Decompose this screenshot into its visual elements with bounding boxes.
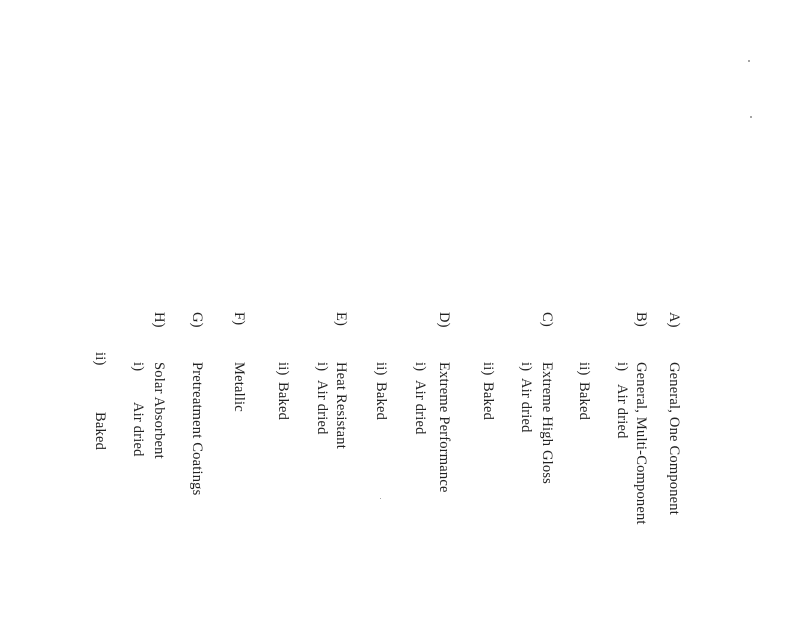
item-b-label: General, Multi-Component	[633, 362, 649, 525]
item-c-sub-1-marker: i)	[518, 362, 534, 372]
item-h-sub-1-label: Air dried	[130, 402, 146, 457]
item-a-marker: A)	[666, 312, 682, 328]
item-e-sub-2-label: Baked	[275, 382, 291, 421]
item-f-label: Metallic	[231, 362, 247, 412]
item-b-sub-2-marker: ii)	[576, 362, 592, 376]
item-d-sub-1-label: Air dried	[412, 380, 428, 435]
item-e-sub-1-label: Air dried	[314, 380, 330, 435]
item-c-sub-1-label: Air dried	[518, 378, 534, 433]
item-h-sub-2-marker: ii)	[92, 352, 108, 366]
item-d-sub-2-label: Baked	[373, 382, 389, 421]
item-e-marker: E)	[333, 312, 349, 327]
item-c-marker: C)	[539, 312, 555, 327]
item-g-label: Pretreatment Coatings	[189, 362, 205, 496]
item-h-label: Solar Absorbent	[151, 362, 167, 459]
item-c-sub-2-marker: ii)	[480, 362, 496, 376]
item-g-marker: G)	[189, 312, 205, 328]
item-b-sub-1-marker: i)	[614, 362, 630, 372]
item-e-label: Heat Resistant	[333, 362, 349, 449]
scan-speck	[748, 60, 750, 62]
item-e-sub-2-marker: ii)	[275, 362, 291, 376]
item-h-marker: H)	[151, 312, 167, 328]
item-f-marker: F)	[231, 312, 247, 326]
item-b-marker: B)	[633, 312, 649, 327]
item-d-sub-2-marker: ii)	[373, 362, 389, 376]
item-b-sub-1-label: Air dried	[614, 384, 630, 439]
scan-speck	[380, 498, 381, 499]
item-d-marker: D)	[436, 312, 452, 328]
item-h-sub-1-marker: i)	[130, 362, 146, 372]
item-c-label: Extreme High Gloss	[539, 362, 555, 485]
item-d-label: Extreme Performance	[436, 362, 452, 493]
item-d-sub-1-marker: i)	[412, 362, 428, 372]
item-b-sub-2-label: Baked	[576, 382, 592, 421]
item-c-sub-2-label: Baked	[480, 382, 496, 421]
scan-speck	[750, 116, 752, 118]
item-h-sub-2-label: Baked	[92, 412, 108, 451]
item-e-sub-1-marker: i)	[314, 362, 330, 372]
item-a-label: General, One Component	[666, 362, 682, 515]
